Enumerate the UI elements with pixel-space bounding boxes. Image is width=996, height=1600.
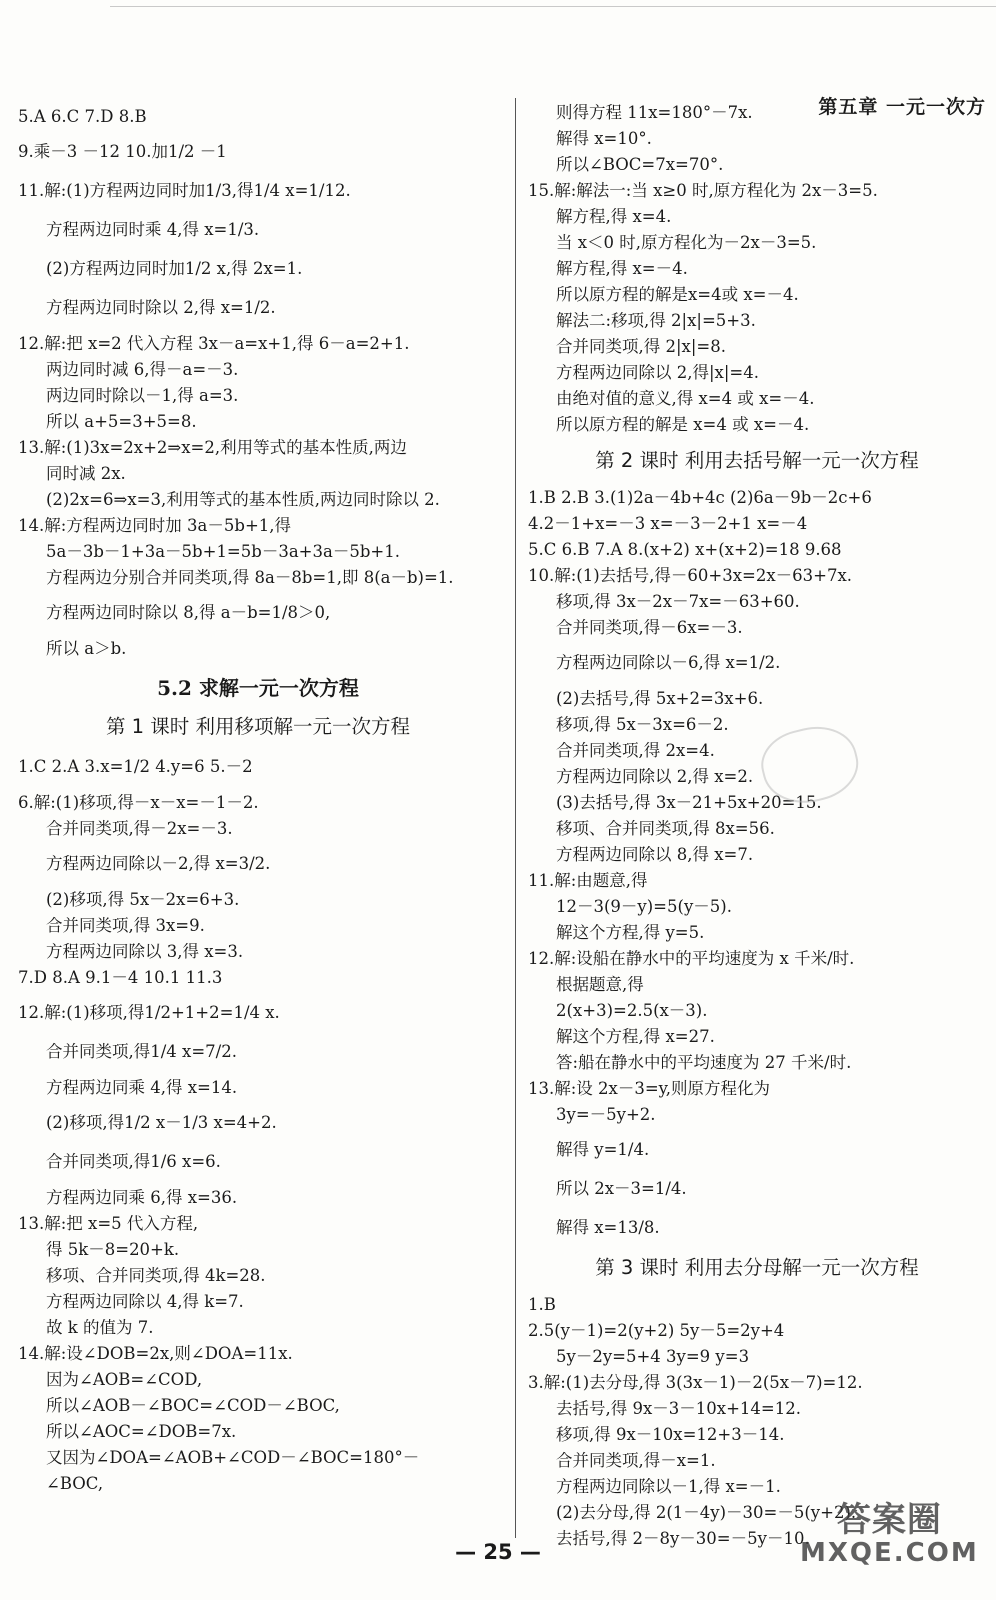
answer-line: 得 5k－8=20+k.: [46, 1240, 180, 1259]
answer-line: 根据题意,得: [556, 975, 644, 994]
answer-line: (2)去括号,得 5x+2=3x+6.: [556, 689, 764, 708]
answer-line: 方程两边同除以－1,得 x=－1.: [556, 1477, 781, 1496]
answer-line: 方程两边同除以－6,得 x=1/2.: [556, 653, 781, 672]
answer-line: 所以原方程的解是 x=4 或 x=－4.: [556, 415, 810, 434]
answer-line: 合并同类项,得1/4 x=7/2.: [46, 1042, 237, 1061]
answer-line: 去括号,得 9x－3－10x+14=12.: [556, 1399, 801, 1418]
answer-line: 移项、合并同类项,得 8x=56.: [556, 819, 775, 838]
answer-line: 12.解:把 x=2 代入方程 3x－a=x+1,得 6－a=2+1.: [18, 334, 410, 353]
answer-line: 解得 y=1/4.: [556, 1140, 650, 1159]
answer-line: 12.解:(1)移项,得1/2+1+2=1/4 x.: [18, 1003, 280, 1022]
answer-line: ∠BOC,: [46, 1474, 104, 1493]
answer-line: 1.B 2.B 3.(1)2a－4b+4c (2)6a－9b－2c+6: [528, 488, 872, 507]
watermark-url: MXQE.COM: [800, 1538, 979, 1568]
answer-line: 14.解:设∠DOB=2x,则∠DOA=11x.: [18, 1344, 293, 1363]
answer-line: 5y－2y=5+4 3y=9 y=3: [556, 1347, 750, 1366]
answer-line: 方程两边同除以 8,得 x=7.: [556, 845, 754, 864]
site-watermark: [800, 1502, 979, 1568]
answer-line: 方程两边同除以－2,得 x=3/2.: [46, 854, 271, 873]
answer-line: 5.A 6.C 7.D 8.B: [18, 107, 147, 126]
answer-line: (2)2x=6⇒x=3,利用等式的基本性质,两边同时除以 2.: [46, 490, 440, 509]
answer-line: 合并同类项,得 3x=9.: [46, 916, 205, 935]
answer-line: 所以原方程的解是x=4或 x=－4.: [556, 285, 799, 304]
answer-line: 12－3(9－y)=5(y－5).: [556, 897, 732, 916]
answer-line: 答:船在静水中的平均速度为 27 千米/时.: [556, 1053, 852, 1072]
answer-line: 合并同类项,得1/6 x=6.: [46, 1152, 221, 1171]
chapter-header: 第五章 一元一次方: [818, 96, 986, 118]
answer-line: 所以∠BOC=7x=70°.: [556, 155, 724, 174]
answer-line: 解得 x=10°.: [556, 129, 652, 148]
answer-line: 合并同类项,得－2x=－3.: [46, 819, 233, 838]
answer-line: 方程两边同除以 3,得 x=3.: [46, 942, 244, 961]
answer-line: 同时减 2x.: [46, 464, 126, 483]
top-rule: [110, 6, 996, 7]
left-column: [18, 102, 498, 1498]
answer-line: 方程两边同乘 6,得 x=36.: [46, 1188, 238, 1207]
answer-line: 移项,得 9x－10x=12+3－14.: [556, 1425, 785, 1444]
column-divider: [515, 98, 516, 1538]
answer-line: 合并同类项,得－6x=－3.: [556, 618, 743, 637]
answer-line: 4.2－1+x=－3 x=－3－2+1 x=－4: [528, 514, 808, 533]
lesson-title: 第 1 课时 利用移项解一元一次方程: [105, 715, 410, 738]
answer-line: 所以 2x－3=1/4.: [556, 1179, 687, 1198]
answer-line: 7.D 8.A 9.1－4 10.1 11.3: [18, 968, 223, 987]
answer-line: 所以 a＞b.: [46, 639, 127, 658]
answer-line: 两边同时减 6,得－a=－3.: [46, 360, 239, 379]
answer-line: 方程两边同除以 2,得 x=2.: [556, 767, 754, 786]
answer-line: 方程两边同乘 4,得 x=14.: [46, 1078, 238, 1097]
answer-line: 解得 x=13/8.: [556, 1218, 660, 1237]
answer-line: 又因为∠DOA=∠AOB+∠COD－∠BOC=180°－: [46, 1448, 420, 1467]
lesson-title: 第 3 课时 利用去分母解一元一次方程: [595, 1256, 919, 1279]
answer-line: 去括号,得 2－8y－30=－5y－10.: [556, 1529, 810, 1548]
answer-line: 14.解:方程两边同时加 3a－5b+1,得: [18, 516, 292, 535]
answer-line: 10.解:(1)去括号,得－60+3x=2x－63+7x.: [528, 566, 853, 585]
answer-line: 所以∠AOB－∠BOC=∠COD－∠BOC,: [46, 1396, 340, 1415]
answer-line: 11.解:由题意,得: [528, 871, 648, 890]
answer-line: 13.解:(1)3x=2x+2⇒x=2,利用等式的基本性质,两边: [18, 438, 407, 457]
answer-line: (3)去括号,得 3x－21+5x+20=15.: [556, 793, 822, 812]
answer-line: 方程两边同时乘 4,得 x=1/3.: [46, 220, 260, 239]
page-number: — 25 —: [455, 1540, 541, 1564]
answer-line: 13.解:设 2x－3=y,则原方程化为: [528, 1079, 771, 1098]
answer-line: 2.5(y－1)=2(y+2) 5y－5=2y+4: [528, 1321, 785, 1340]
answer-line: 解方程,得 x=－4.: [556, 259, 688, 278]
answer-line: 1.B: [528, 1295, 556, 1314]
lesson-title: 第 2 课时 利用去括号解一元一次方程: [595, 449, 919, 472]
answer-line: 所以 a+5=3+5=8.: [46, 412, 197, 431]
answer-line: 15.解:解法一:当 x≥0 时,原方程化为 2x－3=5.: [528, 181, 878, 200]
answer-line: (2)移项,得 5x－2x=6+3.: [46, 890, 240, 909]
answer-line: 解这个方程,得 y=5.: [556, 923, 705, 942]
answer-line: 13.解:把 x=5 代入方程,: [18, 1214, 199, 1233]
answer-line: 6.解:(1)移项,得－x－x=－1－2.: [18, 793, 259, 812]
answer-line: 3.解:(1)去分母,得 3(3x－1)－2(5x－7)=12.: [528, 1373, 863, 1392]
answer-line: 方程两边同时除以 2,得 x=1/2.: [46, 298, 276, 317]
answer-line: 移项,得 5x－3x=6－2.: [556, 715, 729, 734]
answer-line: 5a－3b－1+3a－5b+1=5b－3a+3a－5b+1.: [46, 542, 400, 561]
answer-line: 方程两边同除以 2,得|x|=4.: [556, 363, 759, 382]
answer-line: 则得方程 11x=180°－7x.: [556, 103, 753, 122]
answer-line: 解方程,得 x=4.: [556, 207, 672, 226]
answer-line: 方程两边分别合并同类项,得 8a－8b=1,即 8(a－b)=1.: [46, 568, 454, 587]
answer-line: 3y=－5y+2.: [556, 1105, 656, 1124]
answer-line: 1.C 2.A 3.x=1/2 4.y=6 5.－2: [18, 757, 253, 776]
answer-line: 移项,得 3x－2x－7x=－63+60.: [556, 592, 800, 611]
answer-line: 当 x＜0 时,原方程化为－2x－3=5.: [556, 233, 817, 252]
answer-line: 2(x+3)=2.5(x－3).: [556, 1001, 708, 1020]
answer-line: 移项、合并同类项,得 4k=28.: [46, 1266, 266, 1285]
answer-line: 合并同类项,得 2x=4.: [556, 741, 715, 760]
right-column: [528, 98, 986, 1553]
answer-line: 5.C 6.B 7.A 8.(x+2) x+(x+2)=18 9.68: [528, 540, 842, 559]
answer-line: 两边同时除以－1,得 a=3.: [46, 386, 239, 405]
answer-line: 所以∠AOC=∠DOB=7x.: [46, 1422, 237, 1441]
answer-line: 解这个方程,得 x=27.: [556, 1027, 715, 1046]
answer-line: 方程两边同时除以 8,得 a－b=1/8＞0,: [46, 603, 331, 622]
answer-line: (2)移项,得1/2 x－1/3 x=4+2.: [46, 1113, 277, 1132]
answer-line: 方程两边同除以 4,得 k=7.: [46, 1292, 244, 1311]
answer-line: 合并同类项,得 2|x|=8.: [556, 337, 726, 356]
answer-line: 9.乘－3 －12 10.加1/2 －1: [18, 142, 227, 161]
answer-line: 由绝对值的意义,得 x=4 或 x=－4.: [556, 389, 815, 408]
answer-line: 因为∠AOB=∠COD,: [46, 1370, 203, 1389]
answer-line: (2)方程两边同时加1/2 x,得 2x=1.: [46, 259, 303, 278]
answer-line: 12.解:设船在静水中的平均速度为 x 千米/时.: [528, 949, 855, 968]
answer-line: 11.解:(1)方程两边同时加1/3,得1/4 x=1/12.: [18, 181, 351, 200]
section-title: 5.2 求解一元一次方程: [157, 676, 359, 700]
answer-line: 故 k 的值为 7.: [46, 1318, 154, 1337]
answer-line: 合并同类项,得－x=1.: [556, 1451, 716, 1470]
watermark-title: 答案圈: [836, 1500, 942, 1540]
answer-line: 解法二:移项,得 2|x|=5+3.: [556, 311, 756, 330]
answer-line: (2)去分母,得 2(1－4y)－30=－5(y+2).: [556, 1503, 857, 1522]
